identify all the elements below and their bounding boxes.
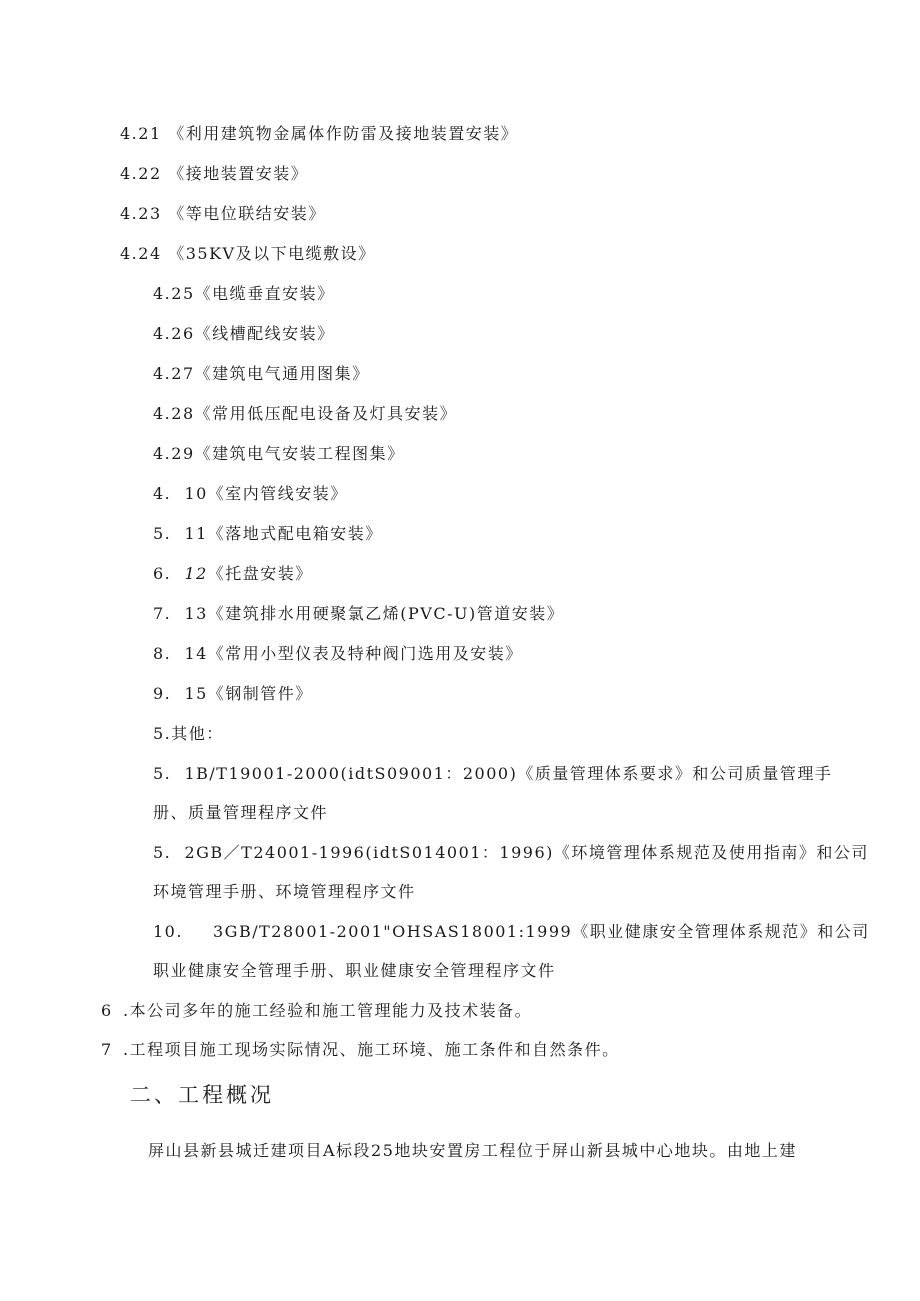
ref-title: 《35KV及以下电缆敷设》 [168, 244, 376, 263]
ref-number: 4.23 [120, 204, 162, 223]
ref-number: 6. [153, 564, 172, 583]
ref-number: 4.29 [153, 444, 195, 463]
ref-number: 4.24 [120, 244, 162, 263]
ref-number: 8. 14 [153, 644, 208, 663]
item-6 [101, 1001, 532, 1021]
item-number: 6 [101, 1001, 113, 1020]
ref-item-4-28 [153, 404, 457, 424]
ref-title: 《常用低压配电设备及灯具安装》 [194, 404, 458, 423]
other-item-5-1-line1: 5. 1B/T19001-2000(idtS09001：2000)《质量管理体系要求》和公司质量管理手 [153, 764, 833, 783]
other-item-text: 3GB/T28001-2001"OHSAS18001:1999《职业健康安全管理体系规范》和公司 [213, 922, 870, 941]
ref-item-4-23 [120, 204, 326, 224]
ref-title: 《钢制管件》 [207, 684, 313, 703]
ref-title: 《常用小型仪表及特种阀门选用及安装》 [207, 644, 523, 663]
ref-item-4-29 [153, 444, 405, 464]
ref-title: 《利用建筑物金属体作防雷及接地装置安装》 [168, 124, 519, 143]
other-item-5-1-line2: 册、质量管理程序文件 [153, 803, 329, 822]
other-title: 5.其他： [153, 724, 224, 743]
ref-number: 4.27 [153, 364, 195, 383]
ref-title: 《落地式配电箱安装》 [207, 524, 383, 543]
ref-number: 4.28 [153, 404, 195, 423]
ref-item-4-10 [153, 484, 348, 504]
ref-item-4-27 [153, 364, 370, 384]
other-item-10-line2: 职业健康安全管理手册、职业健康安全管理程序文件 [153, 961, 556, 980]
ref-item-5-11 [153, 524, 383, 544]
ref-number-italic: 12 [184, 564, 208, 583]
ref-item-8-14 [153, 644, 523, 664]
ref-title: 《托盘安装》 [207, 564, 313, 583]
item-text: .本公司多年的施工经验和施工管理能力及技术装备。 [123, 1001, 533, 1020]
ref-number: 4.25 [153, 284, 195, 303]
body-paragraph: 屏山县新县城迁建项目A标段25地块安置房工程位于屏山新县城中心地块。由地上建 [148, 1141, 797, 1160]
other-item-5-2-line1: 5. 2GB／T24001-1996(idtS014001：1996)《环境管理体系规范及使用指南》和公司 [153, 843, 869, 862]
ref-item-4-22 [120, 164, 308, 184]
ref-item-6-12 [153, 564, 313, 584]
ref-title: 《等电位联结安装》 [168, 204, 326, 223]
other-item-number: 10. [153, 922, 183, 941]
ref-title: 《建筑排水用硬聚氯乙烯(PVC-U)管道安装》 [207, 604, 565, 623]
ref-title: 《线槽配线安装》 [194, 324, 335, 343]
item-text: .工程项目施工现场实际情况、施工环境、施工条件和自然条件。 [123, 1040, 620, 1059]
ref-number: 9. 15 [153, 684, 208, 703]
other-item-5-2-line2: 环境管理手册、环境管理程序文件 [153, 882, 416, 901]
ref-number: 5. 11 [153, 524, 208, 543]
section-heading: 二、工程概况 [130, 1083, 274, 1107]
ref-title: 《建筑电气通用图集》 [194, 364, 370, 383]
ref-number: 4. 10 [153, 484, 208, 503]
ref-item-4-24 [120, 244, 376, 264]
item-number: 7 [101, 1040, 113, 1059]
other-item-10-line1 [153, 922, 870, 942]
ref-item-4-26 [153, 324, 335, 344]
item-7 [101, 1040, 620, 1060]
ref-title: 《室内管线安装》 [207, 484, 348, 503]
ref-number: 7. 13 [153, 604, 208, 623]
ref-number: 4.21 [120, 124, 162, 143]
ref-item-4-25 [153, 284, 335, 304]
ref-item-4-21 [120, 124, 518, 144]
ref-title: 《建筑电气安装工程图集》 [194, 444, 405, 463]
ref-title: 《接地装置安装》 [168, 164, 309, 183]
ref-item-9-15 [153, 684, 313, 704]
ref-item-7-13 [153, 604, 564, 624]
ref-title: 《电缆垂直安装》 [194, 284, 335, 303]
ref-number: 4.22 [120, 164, 162, 183]
ref-number: 4.26 [153, 324, 195, 343]
